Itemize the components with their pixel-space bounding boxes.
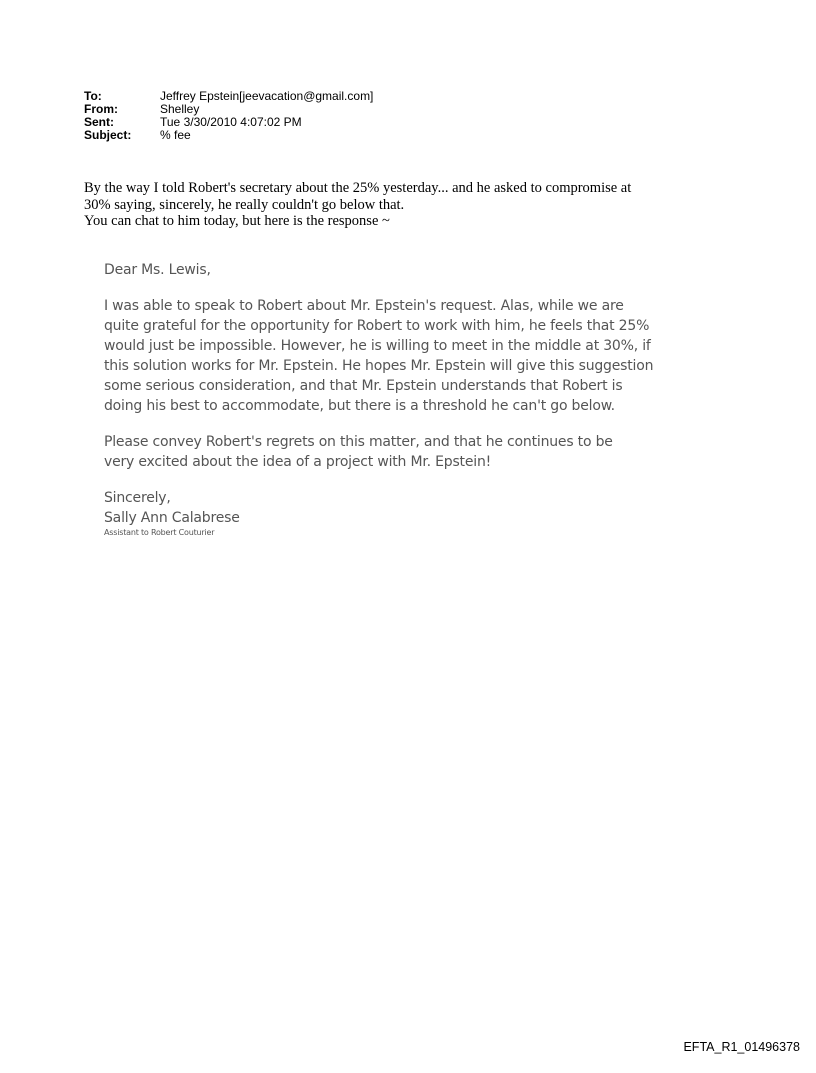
letter-line: Please convey Robert's regrets on this matter, and that he continues to be [104, 434, 613, 450]
letter-greeting: Dear Ms. Lewis, [104, 262, 211, 278]
sent-value: Tue 3/30/2010 4:07:02 PM [160, 115, 302, 129]
body-line: You can chat to him today, but here is the response ~ [84, 213, 390, 229]
sent-label: Sent: [84, 115, 114, 129]
letter-line: I was able to speak to Robert about Mr. Epstein's request. Alas, while we are [104, 298, 624, 314]
quoted-letter [104, 260, 653, 538]
body-line: By the way I told Robert's secretary about the 25% yesterday... and he asked to compromise at [84, 180, 632, 196]
to-row [84, 90, 373, 103]
letter-line: would just be impossible. However, he is willing to meet in the middle at 30%, if [104, 338, 651, 354]
subject-value: % fee [160, 128, 191, 142]
body-line: 30% saying, sincerely, he really couldn't go below that. [84, 196, 405, 213]
subject-row [84, 129, 373, 142]
letter-line: some serious consideration, and that Mr. Epstein understands that Robert is [104, 378, 623, 394]
to-label: To: [84, 89, 102, 103]
letter-line: quite grateful for the opportunity for Robert to work with him, he feels that 25% [104, 318, 650, 334]
to-value: Jeffrey Epstein[jeevacation@gmail.com] [160, 89, 374, 103]
subject-label: Subject: [84, 128, 132, 142]
letter-signer: Sally Ann Calabrese [104, 510, 240, 526]
letter-closing: Sincerely, [104, 490, 171, 506]
letter-line: very excited about the idea of a project with Mr. Epstein! [104, 454, 492, 470]
letter-line: this solution works for Mr. Epstein. He hopes Mr. Epstein will give this suggestion [104, 358, 654, 374]
letter-line: doing his best to accommodate, but there is a threshold he can't go below. [104, 398, 615, 414]
document-id: EFTA_R1_01496378 [683, 1040, 800, 1054]
email-header [84, 90, 373, 142]
letter-signer-title: Assistant to Robert Couturier [104, 528, 215, 537]
email-body [84, 180, 631, 230]
from-value: Shelley [160, 102, 200, 116]
from-label: From: [84, 102, 118, 116]
